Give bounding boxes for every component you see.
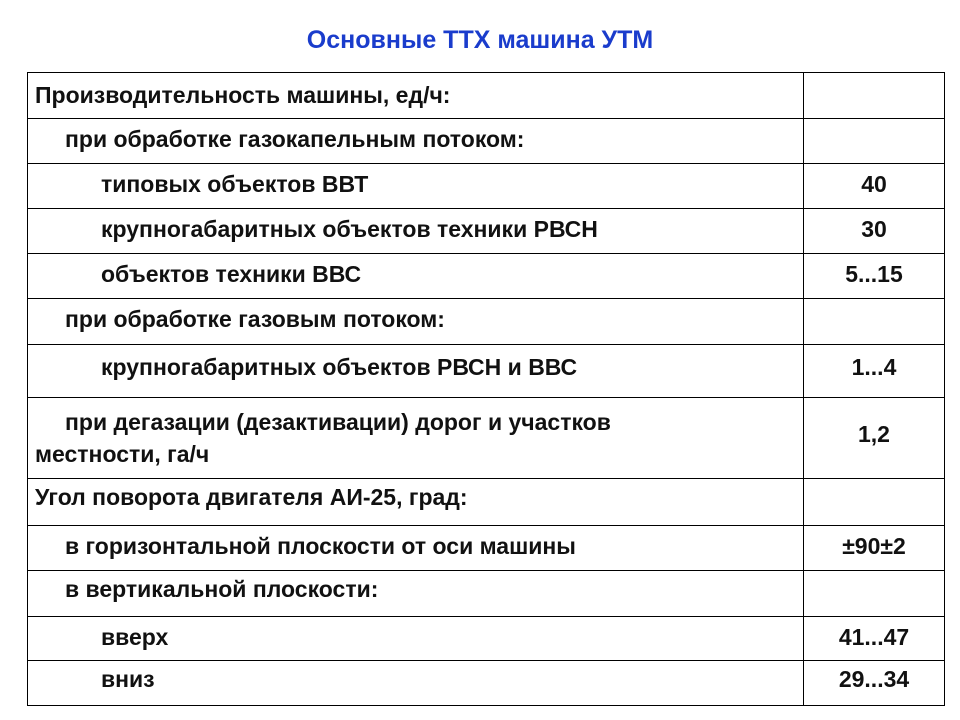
- row-value: [804, 73, 945, 119]
- row-label: Производительность машины, ед/ч:: [28, 73, 804, 119]
- row-value: [804, 119, 945, 164]
- row-label: при обработке газокапельным потоком:: [28, 119, 804, 164]
- row-value: [804, 299, 945, 345]
- table-row: [28, 254, 945, 299]
- row-label-line: при дегазации (дезактивации) дорог и участков: [65, 409, 611, 435]
- row-label: крупногабаритных объектов техники РВСН: [28, 209, 804, 254]
- table-row: [28, 209, 945, 254]
- table-row: [28, 345, 945, 398]
- row-label: вниз: [28, 661, 804, 706]
- table-row: [28, 479, 945, 526]
- row-label: объектов техники ВВС: [28, 254, 804, 299]
- row-label: в горизонтальной плоскости от оси машины: [28, 526, 804, 571]
- row-label: [28, 398, 804, 479]
- row-value: 30: [804, 209, 945, 254]
- row-value: 1,2: [804, 398, 945, 479]
- table-row: [28, 73, 945, 119]
- row-value: [804, 479, 945, 526]
- row-label: Угол поворота двигателя АИ-25, град:: [28, 479, 804, 526]
- row-value: 1...4: [804, 345, 945, 398]
- table-row: [28, 526, 945, 571]
- table-row: [28, 617, 945, 661]
- row-label: крупногабаритных объектов РВСН и ВВС: [28, 345, 804, 398]
- row-label: вверх: [28, 617, 804, 661]
- table-row: [28, 299, 945, 345]
- row-value: 29...34: [804, 661, 945, 706]
- table-row: [28, 571, 945, 617]
- row-label-line: местности, га/ч: [35, 441, 210, 467]
- row-label: в вертикальной плоскости:: [28, 571, 804, 617]
- row-value: 5...15: [804, 254, 945, 299]
- table-row: [28, 398, 945, 479]
- page-title: Основные ТТХ машина УТМ: [306, 26, 654, 54]
- row-value: 40: [804, 164, 945, 209]
- specs-table: [27, 72, 945, 706]
- row-value: ±90±2: [804, 526, 945, 571]
- row-value: 41...47: [804, 617, 945, 661]
- row-value: [804, 571, 945, 617]
- table-row: [28, 164, 945, 209]
- table-row: [28, 119, 945, 164]
- table-row: [28, 661, 945, 706]
- row-label: при обработке газовым потоком:: [28, 299, 804, 345]
- row-label: типовых объектов ВВТ: [28, 164, 804, 209]
